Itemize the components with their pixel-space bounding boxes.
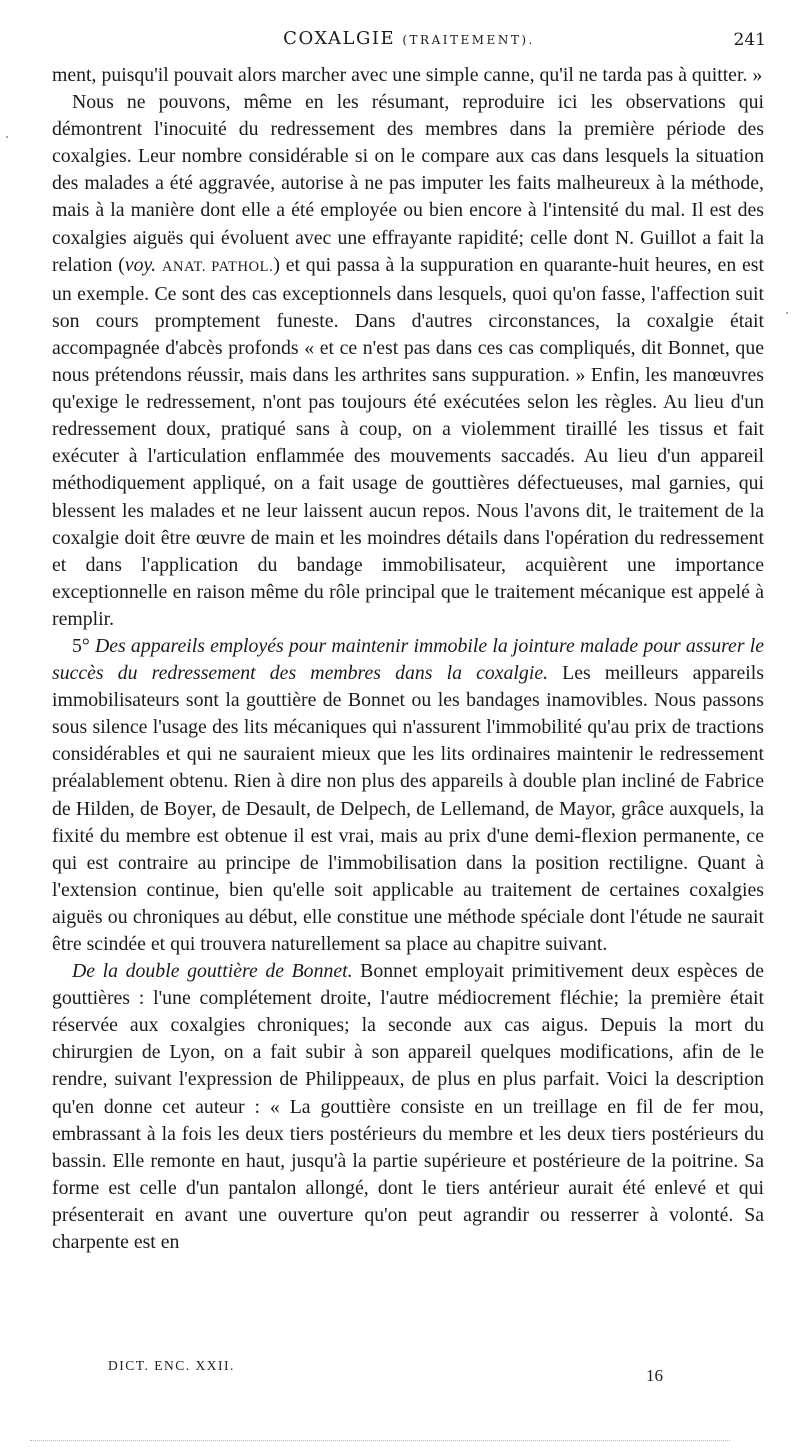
running-title — [52, 28, 766, 49]
italic-text: Des appareils employés pour maintenir immobile la jointure malade pour assurer le succès du redressement des membres dans la coxalgie. — [52, 634, 764, 685]
paragraph — [52, 62, 764, 89]
italic-text: De la double gouttière de Bonnet. — [72, 960, 353, 983]
paragraph — [52, 89, 764, 633]
running-title-main: COXALGIE — [283, 28, 396, 49]
paper-speck — [6, 136, 8, 138]
running-title-sub: (TRAITEMENT). — [402, 33, 535, 47]
bottom-edge-artifact — [30, 1440, 730, 1442]
text-segment: Nous ne pouvons, même en les résumant, reproduire ici les observations qui démontrent l'inocuité du redressement des membres dans la première période des coxalgies. Leur nombre considérable si on le compare aux cas dans lesquels la situation des malades a été aggravée, autorise à ne pas imputer les faits malheureux à la méthode, mais à la manière dont elle a été employée ou bien encore à l'intensité du mal. Il est des coxalgies aiguës qui évoluent avec une effrayante rapidité; celle dont N. Guillot a fait la relation ( — [52, 91, 764, 276]
small-caps-reference: ANAT. PATHOL. — [161, 258, 274, 275]
page-footer — [52, 1352, 766, 1392]
paragraph — [52, 633, 764, 958]
text-segment: ) et qui passa à la suppuration en quarante-huit heures, en est un exemple. Ce sont des cas exceptionnels dans lesquels, quoi qu'on fasse, l'affection suit son cours promptement funeste. Dans d'autres circonstances, la coxalgie était accompagnée d'abcès profonds « et ce n'est pas dans ces cas compliqués, dit Bonnet, que nous prétendons réussir, mais dans les arthrites sans suppuration. » Enfin, les manœuvres qu'exige le redressement, n'ont pas toujours été exécutées selon les règles. Au lieu d'un redressement doux, pratiqué sans à coup, on a violemment tiraillé les tissus et fait exécuter à l'articulation enflammée des mouvements saccadés. Au lieu d'un appareil méthodiquement appliqué, on a fait usage de gouttières défectueuses, mal garnies, qui blessent les malades et ne leur laissent aucun repos. Nous l'avons dit, le traitement de la coxalgie doit être œuvre de main et les moindres détails dans l'opération du redressement et dans l'application du bandage immobilisateur, acquièrent une importance exceptionnelle en raison même du rôle principal que le traitement mécanique est appelé à remplir. — [52, 253, 764, 630]
page-number: 241 — [733, 30, 766, 50]
text-segment: Les meilleurs appareils immobilisateurs sont la gouttière de Bonnet ou les bandages inamovibles. Nous passons sous silence l'usage des lits mécaniques qui n'assurent l'immobilité qu'au prix de tractions considérables et qui ne sauraient mieux que les lits ordinaires maintenir le redressement préalablement obtenu. Rien à dire non plus des appareils à double plan incliné de Fabrice de Hilden, de Boyer, de Desault, de Delpech, de Lellemand, de Mayor, grâce auxquels, la fixité du membre est obtenue il est vrai, mais au prix d'une demi-flexion permanente, ce qui est contraire au principe de l'immobilisation dans la position rectiligne. Quant à l'extension continue, bien qu'elle soit applicable au traitement de certaines coxalgies aiguës ou chroniques au début, elle constitue une méthode spéciale dont l'étude ne saurait être scindée et qui trouvera naturellement sa place au chapitre suivant. — [52, 662, 764, 955]
body-text — [52, 62, 764, 1256]
text-segment: Bonnet employait primitivement deux espèces de gouttières : l'une complétement droite, l'autre médiocrement fléchie; la première était réservée aux coxalgies chroniques; la seconde aux cas aigus. Depuis la mort du chirurgien de Lyon, on a fait subir à son appareil quelques modifications, afin de le rendre, suivant l'expression de Philippeaux, de plus en plus parfait. Voici la description qu'en donne cet auteur : « La gouttière consiste en un treillage en fil de fer mou, embrassant à la fois les deux tiers postérieurs du membre et les deux tiers postérieurs du bassin. Elle remonte en haut, jusqu'à la partie supérieure et postérieure de la poitrine. Sa forme est celle d'un pantalon allongé, dont le tiers antérieur aurait été enlevé et qui présenterait en avant une ouverture qu'on peut agrandir ou resserrer à volonté. Sa charpente est en — [52, 960, 764, 1254]
paragraph — [52, 958, 764, 1256]
leaf-number: 16 — [646, 1366, 663, 1385]
running-header — [52, 22, 766, 56]
italic-text: voy. — [124, 253, 157, 276]
text-segment: 5° — [72, 634, 95, 657]
paper-speck — [786, 312, 788, 314]
signature-mark: DICT. ENC. XXII. — [108, 1358, 235, 1373]
text-segment: ment, puisqu'il pouvait alors marcher avec une simple canne, qu'il ne tarda pas à quitter. » — [52, 64, 763, 86]
